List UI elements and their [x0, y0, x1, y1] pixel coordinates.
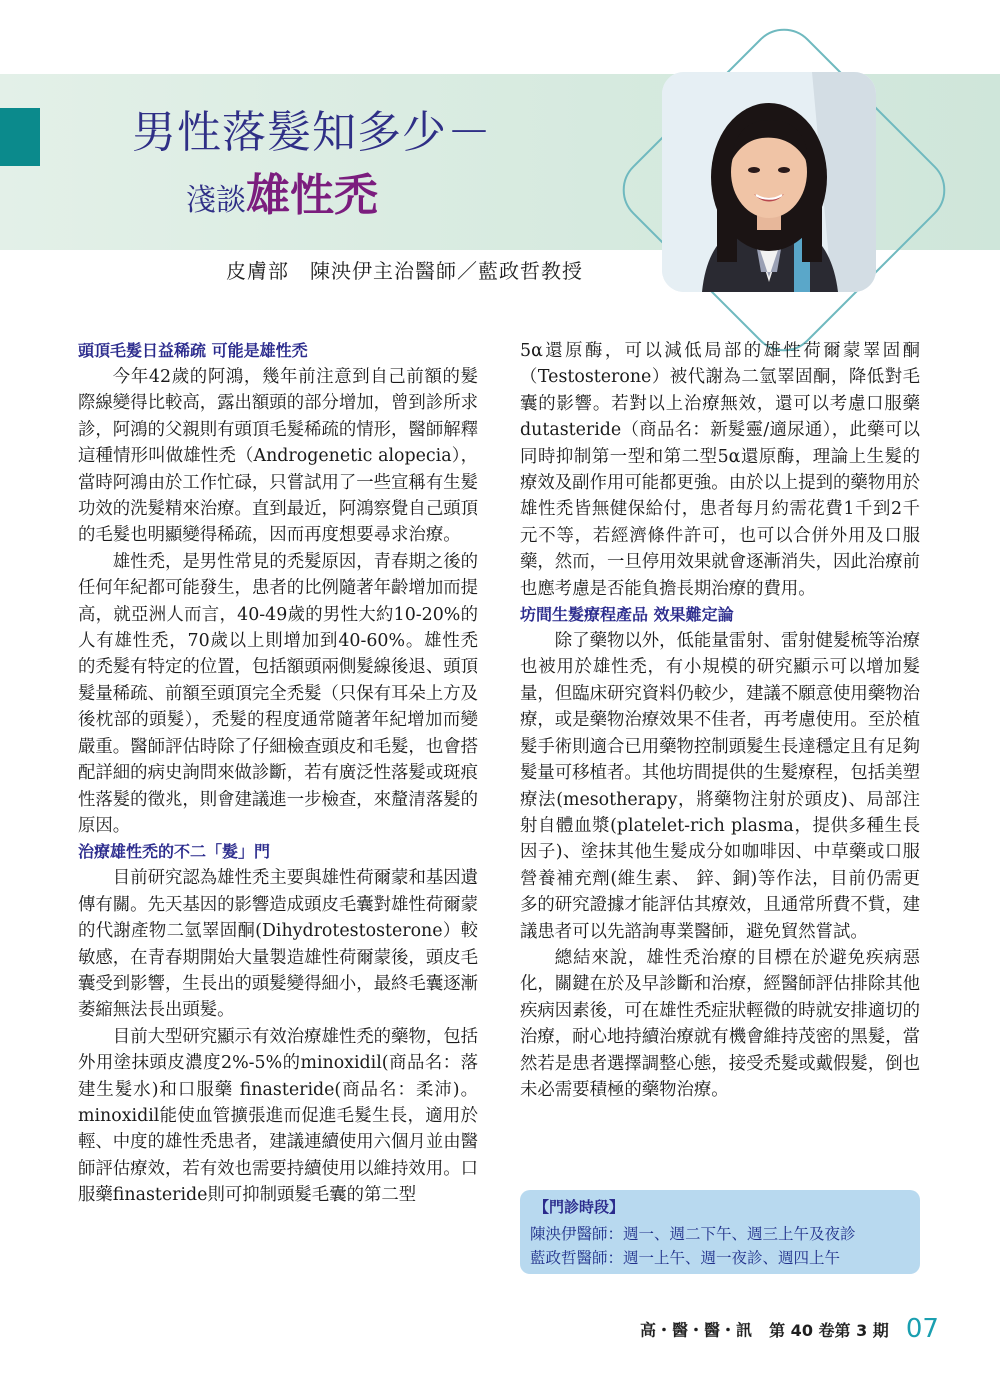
- paragraph: 目前大型研究顯示有效治療雄性禿的藥物，包括外用塗抹頭皮濃度2%-5%的minoxidil(商品名：落建生髮水)和口服藥 finasteride(商品名：柔沛)。minoxidil能使血管擴張進而促進毛髮生長，適用於輕、中度的雄性禿患者，建議連續使用六個月並由醫師評估療效，若有效也需要持續使用以維持效用。口服藥finasteride則可抑制頭髮毛囊的第二型: [78, 1026, 479, 1206]
- clinic-hours-box: [520, 1190, 920, 1274]
- subtitle-keyword: 雄性禿: [246, 170, 378, 221]
- clinic-hours-line: 陳泱伊醫師：週一、週二下午、週三上午及夜診: [530, 1225, 856, 1243]
- right-column: [520, 338, 920, 1103]
- volume-issue: 第 40 卷第 3 期: [769, 1320, 889, 1340]
- page-footer: [640, 1314, 939, 1344]
- author-photo: [662, 72, 876, 292]
- section-heading: 坊間生髮療程產品 效果難定論: [520, 605, 734, 625]
- paragraph: 除了藥物以外，低能量雷射、雷射健髮梳等治療也被用於雄性禿，有小規模的研究顯示可以增加髮量，但臨床研究資料仍較少，建議不願意使用藥物治療，或是藥物治療效果不佳者，再考慮使用。至於植髮手術則適合已用藥物控制頭髮生長達穩定且有足夠髮量可移植者。其他坊間提供的生髮療程，包括美塑療法(mesotherapy，將藥物注射於頭皮)、局部注射自體血漿(platelet-rich plasma，提供多種生長因子)、塗抹其他生髮成分如咖啡因、中草藥或口服營養補充劑(維生素、 鋅、銅)等作法，目前仍需更多的研究證據才能評估其療效，且通常所費不貲，建議患者可以先諮詢專業醫師，避免貿然嘗試。: [520, 631, 921, 942]
- paragraph: 5α還原酶，可以減低局部的雄性荷爾蒙睪固酮（Testosterone）被代謝為二氫睪固酮，降低對毛囊的影響。若對以上治療無效，還可以考慮口服藥dutasteride（商品名：新髮靈/適尿通），此藥可以同時抑制第一型和第二型5α還原酶，理論上生髮的療效及副作用可能都更強。由於以上提到的藥物用於雄性禿皆無健保給付，患者每月約需花費1千到2千元不等，若經濟條件許可，也可以合併外用及口服藥，然而，一旦停用效果就會逐漸消失，因此治療前也應考慮是否能負擔長期治療的費用。: [520, 341, 920, 599]
- section-heading: 頭頂毛髮日益稀疏 可能是雄性禿: [78, 341, 308, 360]
- clinic-hours-title: 【門診時段】: [534, 1198, 625, 1216]
- clinic-hours-line: 藍政哲醫師：週一上午、週一夜診、週四上午: [530, 1249, 841, 1267]
- publication-name: 高・醫・醫・訊: [640, 1320, 753, 1340]
- paragraph: 總結來說，雄性禿治療的目標在於避免疾病惡化，關鍵在於及早診斷和治療，經醫師評估排除其他疾病因素後，可在雄性禿症狀輕微的時就安排適切的治療，耐心地持續治療就有機會維持茂密的黑髮，當然若是患者選擇調整心態，接受禿髮或戴假髮，倒也未必需要積極的藥物治療。: [520, 947, 920, 1100]
- paragraph: 雄性禿，是男性常見的禿髮原因，青春期之後的任何年紀都可能發生，患者的比例隨著年齡增加而提高，就亞洲人而言，40-49歲的男性大約10-20%的人有雄性禿，70歲以上則增加到40-60%。雄性禿的禿髮有特定的位置，包括額頭兩側髮線後退、頭頂髮量稀疏、前額至頭頂完全禿髮（只保有耳朵上方及後枕部的頭髮），禿髮的程度通常隨著年紀增加而變嚴重。醫師評估時除了仔細檢查頭皮和毛髮，也會搭配詳細的病史詢問來做診斷，若有廣泛性落髮或斑痕性落髮的徵兆，則會建議進一步檢查，來釐清落髮的原因。: [78, 551, 479, 836]
- author-line: 皮膚部 陳泱伊主治醫師／藍政哲教授: [226, 259, 583, 283]
- section-heading: 治療雄性禿的不二「髮」門: [78, 842, 271, 862]
- portrait-illustration: [662, 72, 876, 292]
- paragraph: 目前研究認為雄性禿主要與雄性荷爾蒙和基因遺傳有關。先天基因的影響造成頭皮毛囊對雄性荷爾蒙的代謝產物二氫睪固酮(Dihydrotestosterone）較敏感，在青春期開始大量製造雄性荷爾蒙後，頭皮毛囊受到影響，生長出的頭髮變得細小，最終毛囊逐漸萎縮無法長出頭髮。: [78, 868, 479, 1021]
- article-subtitle: [186, 168, 606, 233]
- article-title: 男性落髮知多少－: [132, 107, 492, 158]
- title-accent-bar: [0, 108, 40, 166]
- left-column: [78, 338, 478, 1209]
- subtitle-prefix: 淺談: [186, 183, 246, 218]
- page-number: 07: [905, 1314, 939, 1344]
- paragraph: 今年42歲的阿鴻，幾年前注意到自己前額的髮際線變得比較高，露出額頭的部分增加，曾到診所求診，阿鴻的父親則有頭頂毛髮稀疏的情形，醫師解釋這種情形叫做雄性禿（Androgenetic alopecia），當時阿鴻由於工作忙碌，只嘗試用了一些宣稱有生髮功效的洗髮精來治療。直到最近，阿鴻察覺自己頭頂的毛髮也明顯變得稀疏，因而再度想要尋求治療。: [78, 367, 478, 546]
- author-photo-frame: [622, 28, 942, 348]
